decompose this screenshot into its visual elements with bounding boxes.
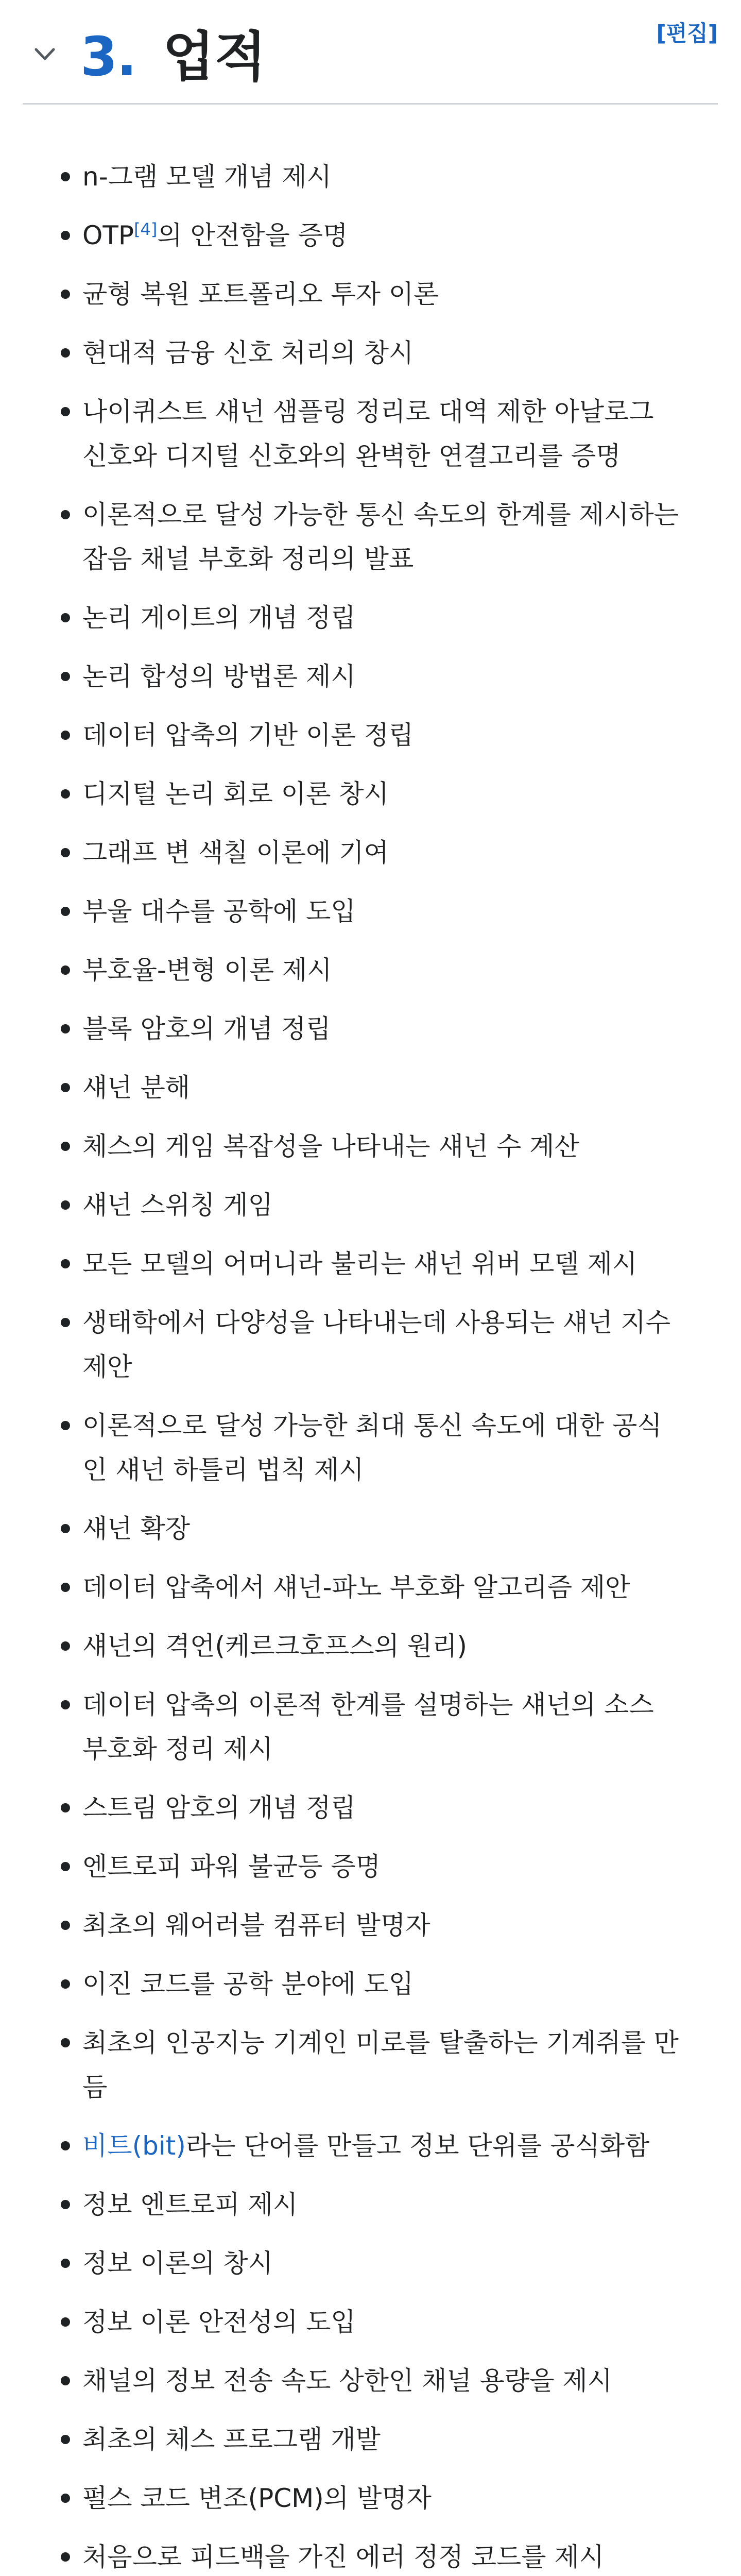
list-item bbox=[82, 1242, 721, 1286]
bullet-icon bbox=[61, 1200, 70, 1210]
list-item-text: 인 섀넌 하틀리 법칙 제시 bbox=[82, 1455, 364, 1485]
list-item-text: 처음으로 피드백을 가진 에러 정정 코드를 제시 bbox=[82, 2542, 605, 2572]
list-item-line bbox=[82, 2535, 721, 2576]
list-item-text: 블록 암호의 개념 정립 bbox=[82, 1014, 331, 1044]
bullet-icon bbox=[61, 2038, 70, 2047]
list-item bbox=[82, 2124, 721, 2168]
list-item-line bbox=[82, 2124, 721, 2168]
list-item-line bbox=[82, 331, 721, 375]
bullet-icon bbox=[61, 510, 70, 519]
list-item bbox=[82, 1403, 721, 1492]
list-item bbox=[82, 2359, 721, 2403]
list-item bbox=[82, 2241, 721, 2285]
list-item-text: 디지털 논리 회로 이론 창시 bbox=[82, 779, 389, 809]
list-item bbox=[82, 772, 721, 816]
bullet-icon bbox=[61, 172, 70, 181]
list-item bbox=[82, 1300, 721, 1389]
list-item-text: 균형 복원 포트폴리오 투자 이론 bbox=[82, 279, 439, 309]
bullet-icon bbox=[61, 2200, 70, 2209]
list-item-line bbox=[82, 1624, 721, 1668]
list-item-line bbox=[82, 2065, 721, 2109]
section-header bbox=[23, 15, 718, 105]
list-item bbox=[82, 1565, 721, 1609]
list-item-text: 나이퀴스트 섀넌 샘플링 정리로 대역 제한 아날로그 bbox=[82, 397, 654, 427]
list-item-text-suffix: 의 안전함을 증명 bbox=[157, 221, 348, 250]
list-item-text: 데이터 압축의 기반 이론 정립 bbox=[82, 720, 414, 750]
list-item-text: 섀넌 확장 bbox=[82, 1514, 191, 1544]
list-item bbox=[82, 2300, 721, 2344]
list-item bbox=[82, 1124, 721, 1168]
list-item bbox=[82, 1844, 721, 1889]
list-item-line bbox=[82, 1300, 721, 1345]
list-item-line bbox=[82, 213, 721, 258]
list-item bbox=[82, 2021, 721, 2109]
list-item-text: n-그램 모델 개념 제시 bbox=[82, 162, 332, 192]
list-item-line bbox=[82, 537, 721, 581]
list-item-line bbox=[82, 155, 721, 199]
list-item-text: 이진 코드를 공학 분야에 도입 bbox=[82, 1969, 414, 1999]
list-item-text: 데이터 압축의 이론적 한계를 설명하는 섀넌의 소스 bbox=[82, 1690, 654, 1720]
bullet-icon bbox=[61, 789, 70, 799]
list-item-line bbox=[82, 1448, 721, 1492]
list-item bbox=[82, 1786, 721, 1830]
list-item-line bbox=[82, 1727, 721, 1771]
bullet-icon bbox=[61, 2552, 70, 2562]
list-item bbox=[82, 389, 721, 478]
bullet-icon bbox=[61, 407, 70, 416]
list-item-text: 부울 대수를 공학에 도입 bbox=[82, 896, 356, 926]
list-item-text: 채널의 정보 전송 속도 상한인 채널 용량을 제시 bbox=[82, 2366, 612, 2396]
bullet-icon bbox=[61, 2494, 70, 2503]
list-item-line bbox=[82, 1683, 721, 1727]
list-item-line bbox=[82, 1565, 721, 1609]
list-item-text: 현대적 금융 신호 처리의 창시 bbox=[82, 338, 414, 368]
bullet-icon bbox=[61, 1641, 70, 1651]
list-item-line bbox=[82, 2241, 721, 2285]
list-item-line bbox=[82, 2300, 721, 2344]
list-item bbox=[82, 713, 721, 757]
list-item-text: 정보 이론의 창시 bbox=[82, 2248, 273, 2278]
list-item-line bbox=[82, 1403, 721, 1448]
list-item-line bbox=[82, 389, 721, 434]
list-item-text: 정보 이론 안전성의 도입 bbox=[82, 2307, 356, 2337]
list-item-text: 최초의 인공지능 기계인 미로를 탈출하는 기계쥐를 만 bbox=[82, 2028, 679, 2058]
list-item-text: 그래프 변 색칠 이론에 기여 bbox=[82, 838, 389, 868]
list-item bbox=[82, 889, 721, 934]
list-item-line bbox=[82, 1962, 721, 2006]
bullet-icon bbox=[61, 731, 70, 740]
list-item-text: 생태학에서 다양성을 나타내는데 사용되는 섀넌 지수 bbox=[82, 1308, 671, 1337]
list-item bbox=[82, 213, 721, 258]
list-item-text: 엔트로피 파워 불균등 증명 bbox=[82, 1852, 381, 1882]
list-item bbox=[82, 2476, 721, 2520]
list-item bbox=[82, 948, 721, 992]
list-item-line bbox=[82, 1903, 721, 1947]
bullet-icon bbox=[61, 907, 70, 916]
list-item-line bbox=[82, 2417, 721, 2462]
list-item bbox=[82, 155, 721, 199]
list-item bbox=[82, 1007, 721, 1051]
bullet-icon bbox=[61, 672, 70, 681]
list-item-text: 체스의 게임 복잡성을 나타내는 섀넌 수 계산 bbox=[82, 1131, 579, 1161]
list-item bbox=[82, 2182, 721, 2227]
list-item-line bbox=[82, 272, 721, 316]
bullet-icon bbox=[61, 231, 70, 240]
bullet-icon bbox=[61, 1700, 70, 1709]
bullet-icon bbox=[61, 2141, 70, 2150]
bullet-icon bbox=[61, 1524, 70, 1533]
section-title: 업적 bbox=[163, 25, 266, 88]
list-item-text: 섀넌 분해 bbox=[82, 1073, 191, 1103]
list-item bbox=[82, 331, 721, 375]
list-item bbox=[82, 654, 721, 699]
bullet-icon bbox=[61, 1583, 70, 1592]
list-item bbox=[82, 1506, 721, 1551]
list-item-text: 제안 bbox=[82, 1352, 132, 1382]
list-item-line bbox=[82, 1065, 721, 1110]
list-item-line bbox=[82, 1786, 721, 1830]
list-item bbox=[82, 1903, 721, 1947]
list-item-text: 잡음 채널 부호화 정리의 발표 bbox=[82, 544, 414, 574]
reference-link[interactable]: [4] bbox=[134, 219, 158, 239]
list-item-line bbox=[82, 654, 721, 699]
list-item-text: 부호율-변형 이론 제시 bbox=[82, 955, 332, 985]
bullet-icon bbox=[61, 848, 70, 857]
bullet-icon bbox=[61, 2435, 70, 2444]
list-item bbox=[82, 2535, 721, 2576]
list-item-text: 부호화 정리 제시 bbox=[82, 1734, 273, 1764]
list-item bbox=[82, 1962, 721, 2006]
inline-link[interactable]: 비트(bit) bbox=[82, 2131, 186, 2161]
list-item-text: 최초의 체스 프로그램 개발 bbox=[82, 2425, 381, 2454]
list-item-line bbox=[82, 1124, 721, 1168]
list-item-text: 라는 단어를 만들고 정보 단위를 공식화함 bbox=[185, 2131, 650, 2161]
list-item-line bbox=[82, 434, 721, 478]
list-item-text: 논리 게이트의 개념 정립 bbox=[82, 603, 356, 633]
list-item-line bbox=[82, 948, 721, 992]
list-item-text: 섀넌의 격언(케르크호프스의 원리) bbox=[82, 1631, 468, 1661]
list-item-line bbox=[82, 1007, 721, 1051]
list-item-text: 최초의 웨어러블 컴퓨터 발명자 bbox=[82, 1910, 430, 1940]
list-item bbox=[82, 831, 721, 875]
bullet-icon bbox=[61, 348, 70, 358]
list-item-text: 모든 모델의 어머니라 불리는 섀넌 위버 모델 제시 bbox=[82, 1249, 637, 1279]
list-item-line bbox=[82, 1844, 721, 1889]
bullet-icon bbox=[61, 2259, 70, 2268]
list-item bbox=[82, 1183, 721, 1227]
list-item bbox=[82, 596, 721, 640]
list-item bbox=[82, 1065, 721, 1110]
bullet-icon bbox=[61, 613, 70, 622]
list-item-text: 스트림 암호의 개념 정립 bbox=[82, 1793, 356, 1823]
list-item-line bbox=[82, 1345, 721, 1389]
bullet-icon bbox=[61, 1083, 70, 1092]
list-item bbox=[82, 1624, 721, 1668]
list-item-line bbox=[82, 1242, 721, 1286]
list-item-line bbox=[82, 2476, 721, 2520]
bullet-icon bbox=[61, 965, 70, 975]
list-item-line bbox=[82, 1506, 721, 1551]
list-item-line bbox=[82, 831, 721, 875]
bullet-icon bbox=[61, 2376, 70, 2385]
list-item-line bbox=[82, 2021, 721, 2065]
bullet-icon bbox=[61, 1921, 70, 1930]
list-item-text: OTP bbox=[82, 221, 134, 250]
list-item-text: 이론적으로 달성 가능한 최대 통신 속도에 대한 공식 bbox=[82, 1411, 662, 1440]
list-item-line bbox=[82, 596, 721, 640]
bullet-icon bbox=[61, 1259, 70, 1268]
list-item-text: 논리 합성의 방법론 제시 bbox=[82, 662, 356, 691]
list-item bbox=[82, 2417, 721, 2462]
list-item-text: 데이터 압축에서 섀넌-파노 부호화 알고리즘 제안 bbox=[82, 1572, 630, 1602]
bullet-icon bbox=[61, 1862, 70, 1871]
list-item-text: 이론적으로 달성 가능한 통신 속도의 한계를 제시하는 bbox=[82, 500, 679, 530]
list-item-text: 정보 엔트로피 제시 bbox=[82, 2190, 298, 2219]
list-item-text: 듬 bbox=[82, 2072, 108, 2102]
list-item-text: 펄스 코드 변조(PCM)의 발명자 bbox=[82, 2483, 432, 2513]
section-number: 3. bbox=[80, 25, 136, 88]
bullet-icon bbox=[61, 1318, 70, 1327]
list-item-text: 신호와 디지털 신호와의 완벽한 연결고리를 증명 bbox=[82, 441, 621, 471]
list-item-line bbox=[82, 713, 721, 757]
bullet-icon bbox=[61, 1142, 70, 1151]
list-item-line bbox=[82, 772, 721, 816]
list-item bbox=[82, 493, 721, 581]
list-item-line bbox=[82, 2359, 721, 2403]
bullet-icon bbox=[61, 290, 70, 299]
edit-link[interactable]: [편집] bbox=[656, 21, 718, 46]
list-item bbox=[82, 1683, 721, 1771]
bullet-icon bbox=[61, 1803, 70, 1812]
list-item bbox=[82, 272, 721, 316]
bullet-icon bbox=[61, 1421, 70, 1430]
list-item-line bbox=[82, 1183, 721, 1227]
bullet-icon bbox=[61, 1024, 70, 1033]
list-item-text: 섀넌 스위칭 게임 bbox=[82, 1190, 273, 1220]
list-item-line bbox=[82, 2182, 721, 2227]
bullet-icon bbox=[61, 1979, 70, 1989]
bullet-icon bbox=[61, 2317, 70, 2327]
chevron-down-icon[interactable] bbox=[33, 42, 57, 66]
list-item-line bbox=[82, 493, 721, 537]
list-item-line bbox=[82, 889, 721, 934]
